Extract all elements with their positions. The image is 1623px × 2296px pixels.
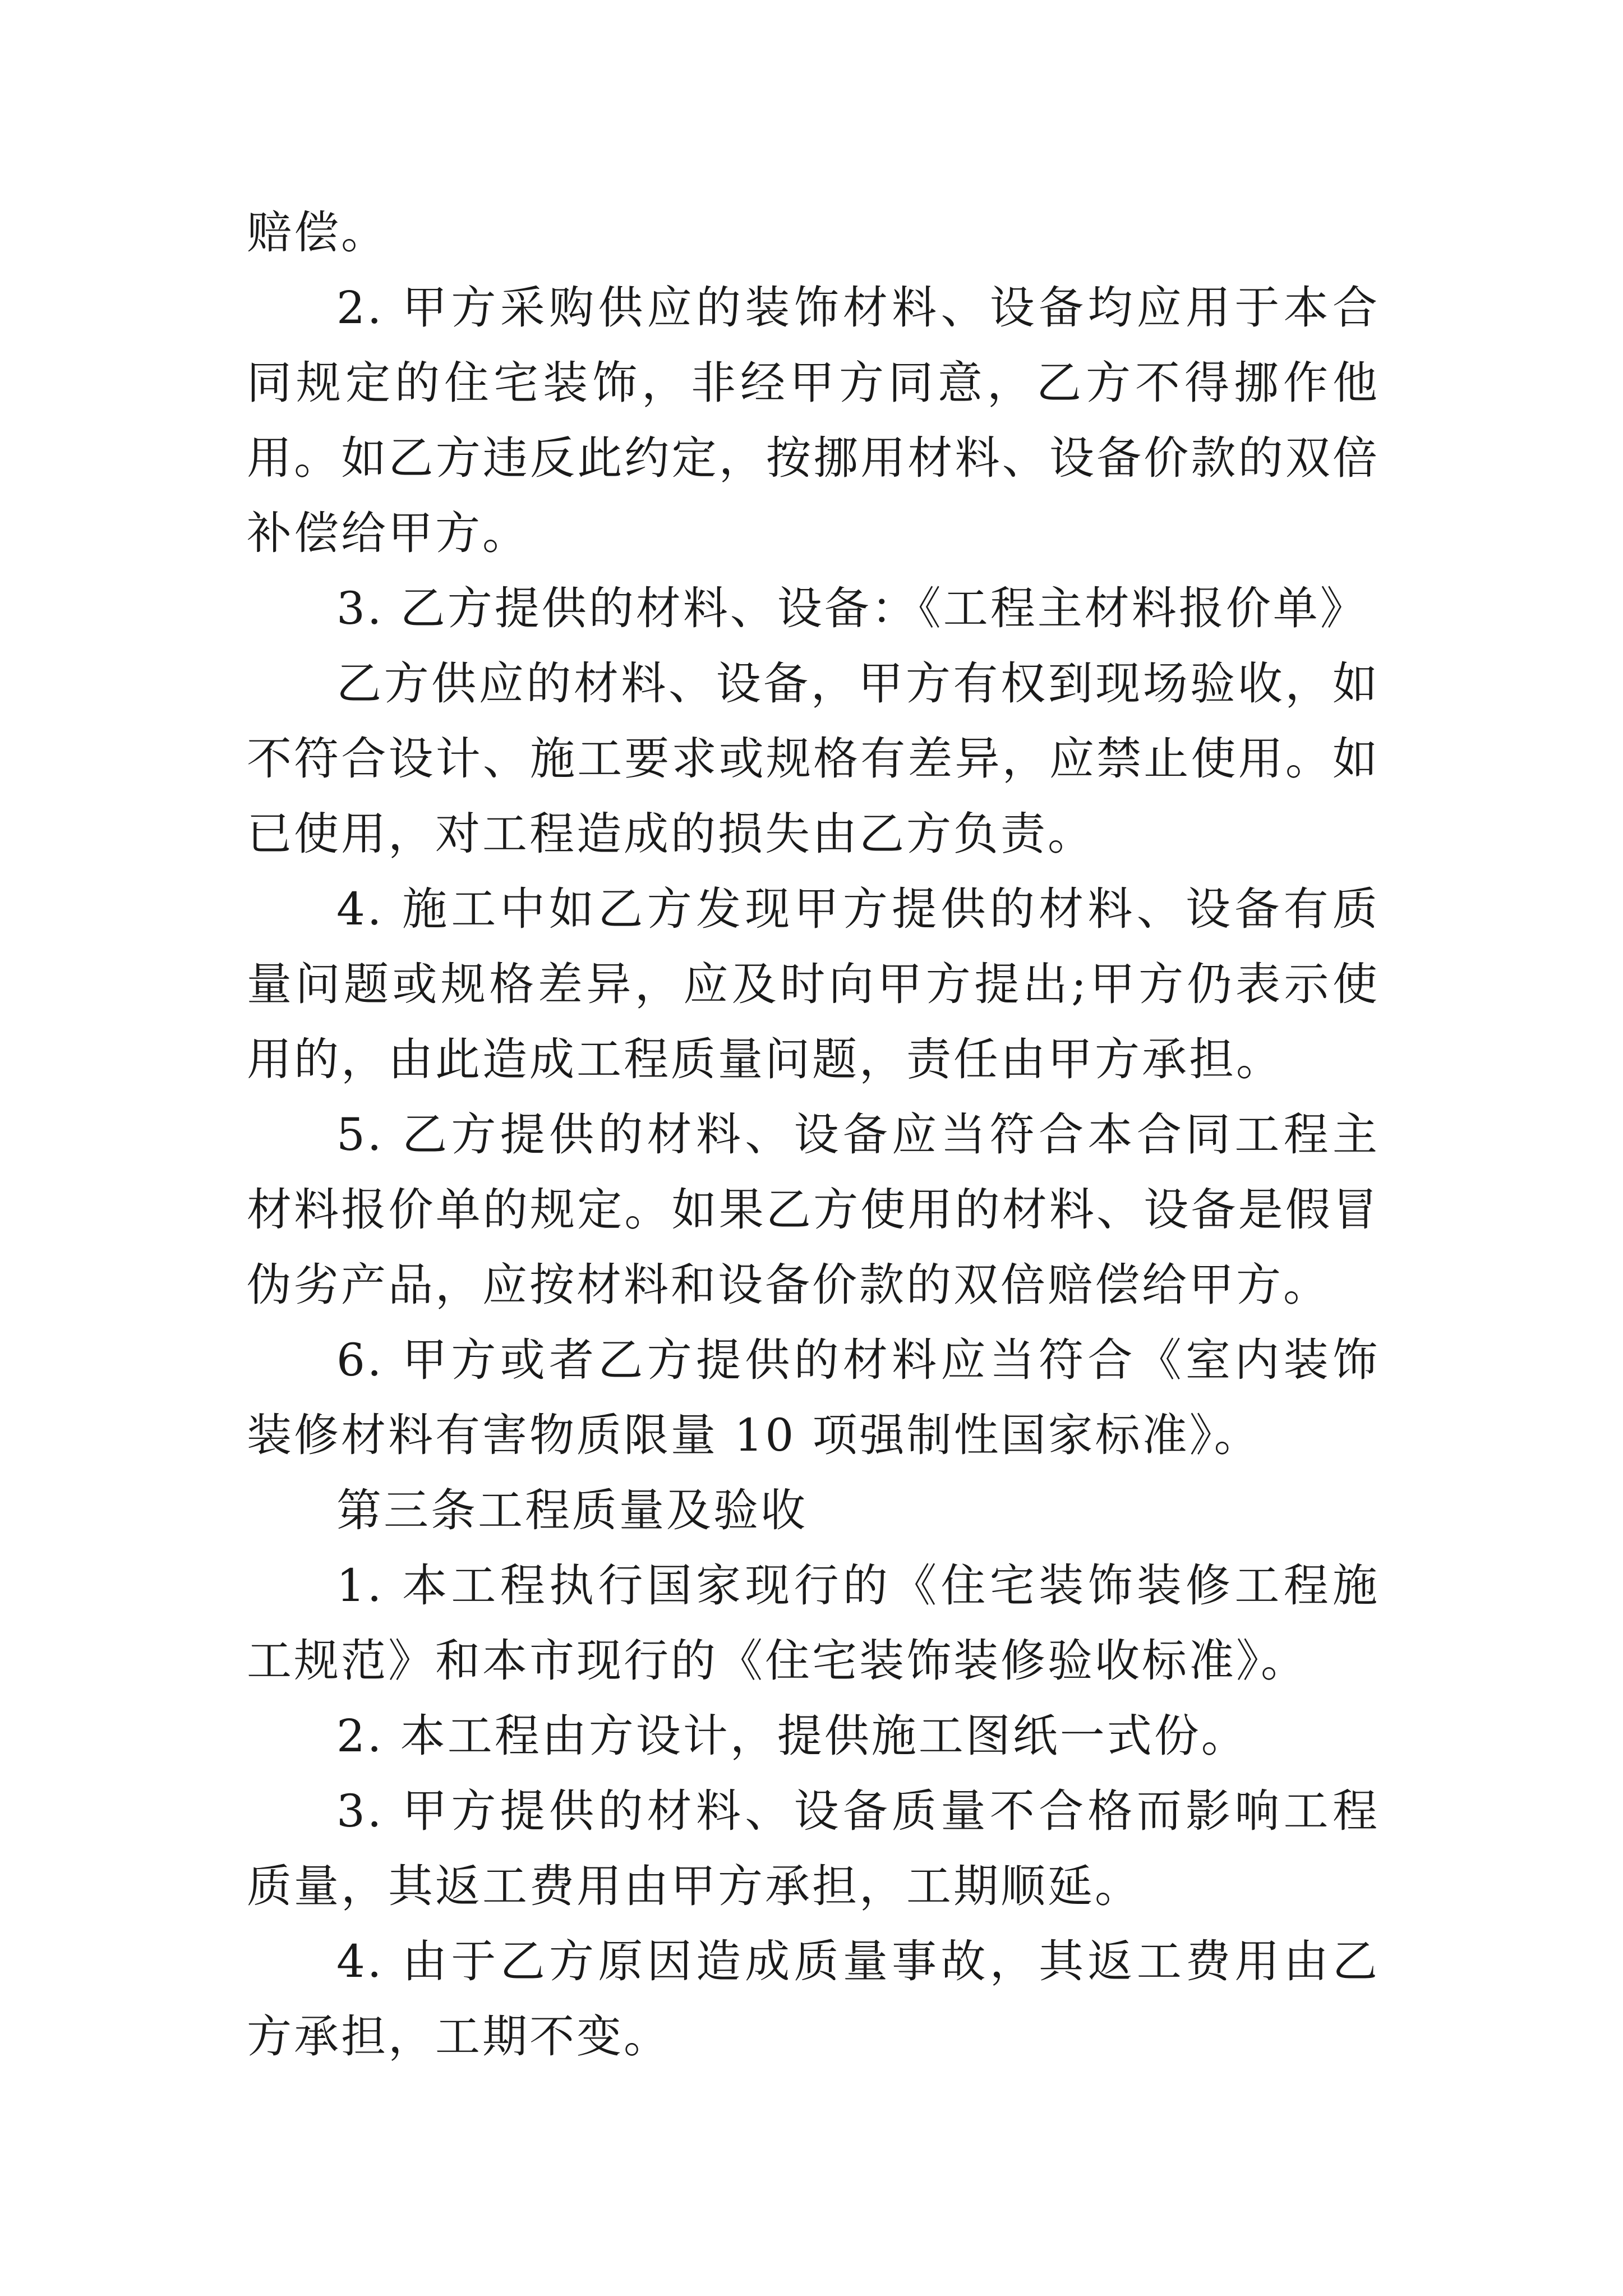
paragraph-clause-4-quality-issues: 4. 施工中如乙方发现甲方提供的材料、设备有质量问题或规格差异，应及时向甲方提出;甲方仍表示使用的，由此造成工程质量问题，责任由甲方承担。 bbox=[247, 883, 1380, 1085]
paragraph-article-3-item-3: 3. 甲方提供的材料、设备质量不合格而影响工程质量，其返工费用由甲方承担，工期顺延。 bbox=[247, 1785, 1380, 1912]
section-heading-article-3: 第三条工程质量及验收 bbox=[336, 1484, 808, 1536]
paragraph-clause-5-price-list: 5. 乙方提供的材料、设备应当符合本合同工程主材料报价单的规定。如果乙方使用的材料、设备是假冒伪劣产品，应按材料和设备价款的双倍赔偿给甲方。 bbox=[247, 1108, 1380, 1311]
paragraph-compensation-tail: 赔偿。 bbox=[247, 206, 388, 259]
paragraph-inspection-rights: 乙方供应的材料、设备，甲方有权到现场验收，如不符合设计、施工要求或规格有差异，应禁止使用。如已使用，对工程造成的损失由乙方负责。 bbox=[247, 657, 1380, 860]
paragraph-clause-2-party-a-materials: 2. 甲方采购供应的装饰材料、设备均应用于本合同规定的住宅装饰，非经甲方同意，乙方不得挪作他用。如乙方违反此约定，按挪用材料、设备价款的双倍补偿给甲方。 bbox=[247, 282, 1380, 559]
paragraph-article-3-item-1: 1. 本工程执行国家现行的《住宅装饰装修工程施工规范》和本市现行的《住宅装饰装修验收标准》。 bbox=[247, 1559, 1380, 1687]
paragraph-clause-3-party-b-materials: 3. 乙方提供的材料、设备：《工程主材料报价单》 bbox=[336, 582, 1367, 634]
paragraph-article-3-item-4: 4. 由于乙方原因造成质量事故，其返工费用由乙方承担，工期不变。 bbox=[247, 1935, 1380, 2063]
contract-text-body bbox=[247, 195, 1380, 2074]
paragraph-clause-6-national-standard: 6. 甲方或者乙方提供的材料应当符合《室内装饰装修材料有害物质限量 10 项强制性国家标准》。 bbox=[247, 1334, 1380, 1461]
paragraph-article-3-item-2: 2. 本工程由方设计，提供施工图纸一式份。 bbox=[336, 1710, 1248, 1762]
